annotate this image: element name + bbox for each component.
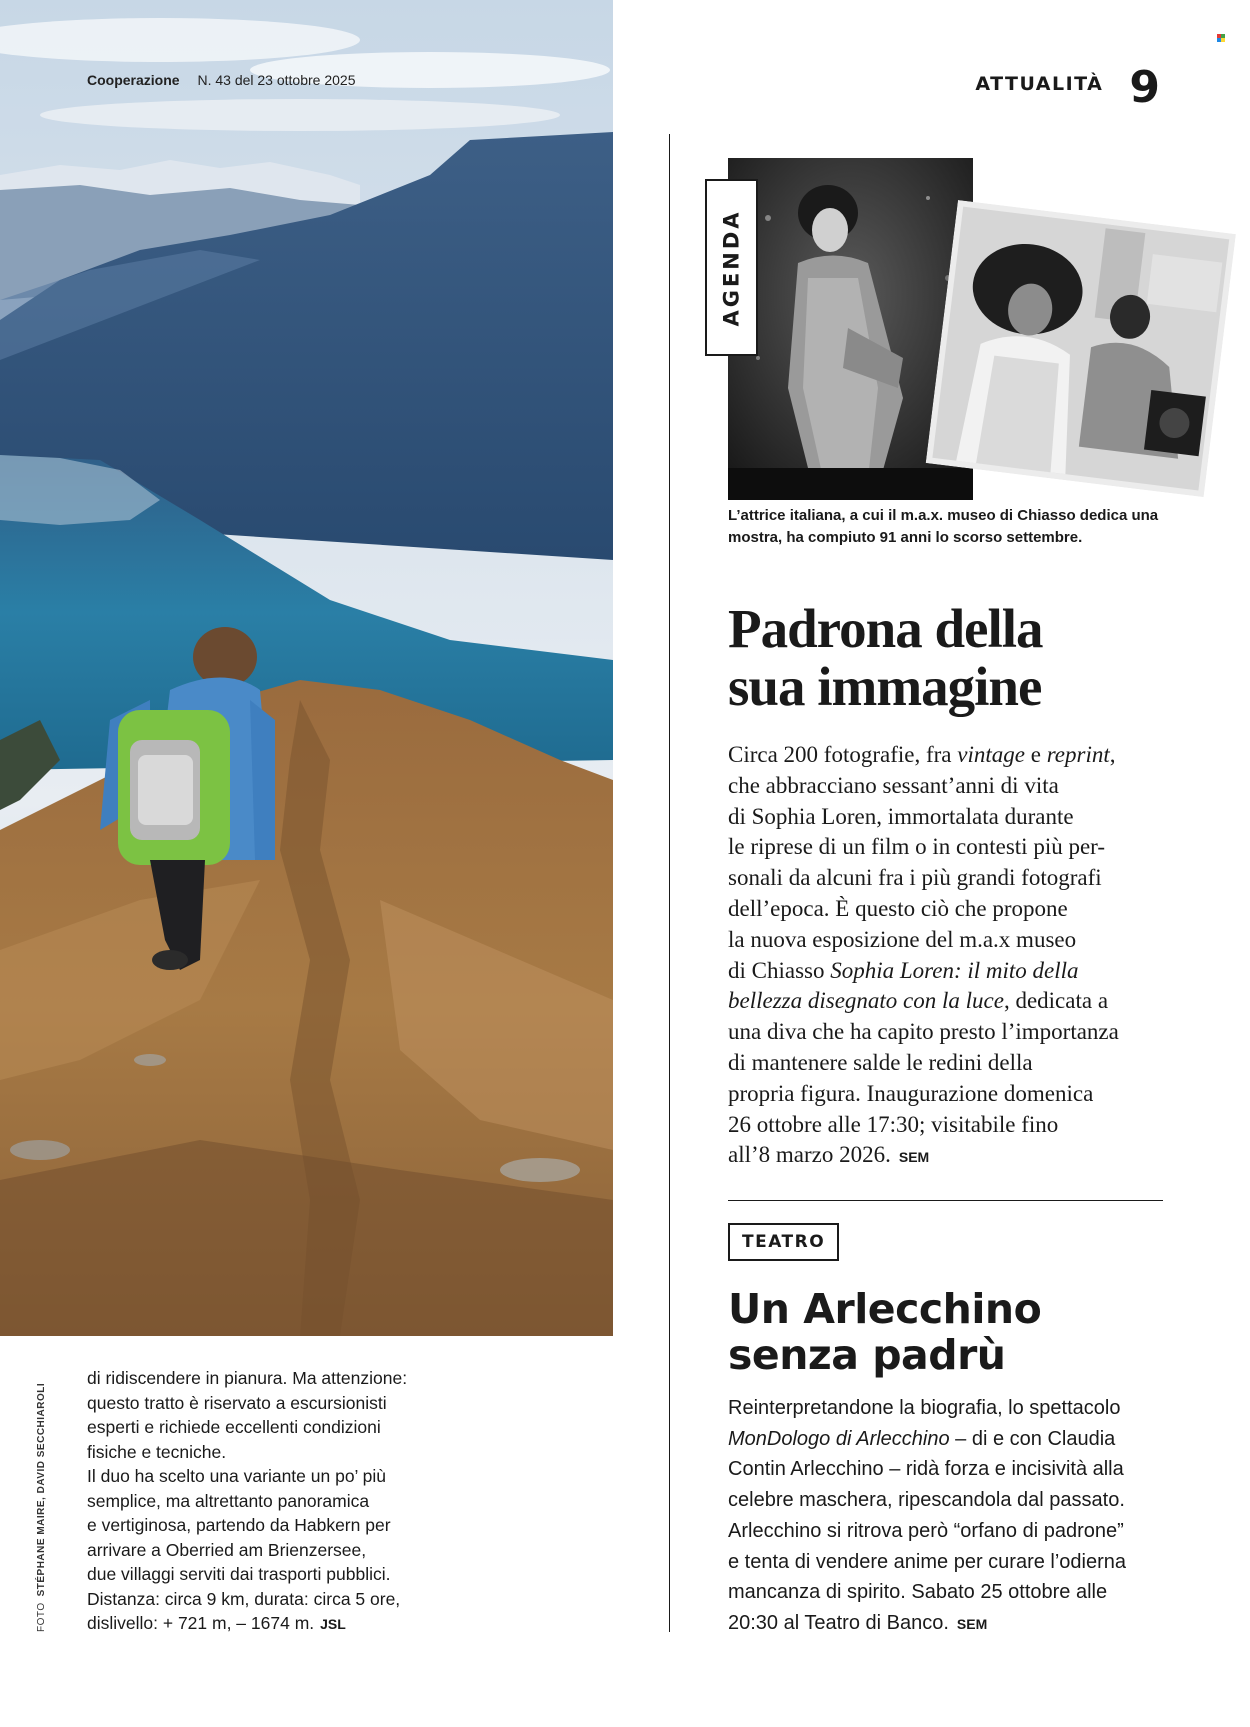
text-line: due villaggi serviti dai trasporti pubblici. [87, 1564, 391, 1584]
teatro-headline [728, 1286, 1041, 1378]
body-line: dell’epoca. È questo ciò che propone [728, 895, 1068, 921]
print-registration-mark [1217, 34, 1225, 42]
text-line: Il duo ha scelto una variante un po’ più [87, 1466, 387, 1486]
body-line: propria figura. Inaugurazione domenica [728, 1080, 1094, 1106]
hike-article-text [87, 1366, 427, 1637]
magazine-header [87, 72, 355, 88]
body-line: mancanza di spirito. Sabato 25 ottobre alle [728, 1581, 1108, 1604]
photo-loren-on-set [926, 200, 1236, 497]
body-line: di Chiasso Sophia Loren: il mito della [728, 957, 1079, 983]
body-line: la nuova esposizione del m.a.x museo [728, 926, 1077, 952]
body-line: all’8 marzo 2026. SEM [728, 1142, 930, 1168]
text-line: esperti e richiede eccellenti condizioni [87, 1417, 381, 1437]
body-line: che abbracciano sessant’anni di vita [728, 772, 1059, 798]
text-line: dislivello: + 721 m, – 1674 m. [87, 1613, 315, 1633]
body-line: una diva che ha capito presto l’importanza [728, 1019, 1119, 1045]
photo-credit-label: FOTO [36, 1602, 47, 1632]
author-signature: SEM [898, 1149, 930, 1166]
text-line: e vertiginosa, partendo da Habkern per [87, 1515, 391, 1535]
agenda-tag-label: AGENDA [719, 208, 744, 327]
body-line: 26 ottobre alle 17:30; visitabile fino [728, 1111, 1059, 1137]
text-line: semplice, ma altrettanto panoramica [87, 1490, 370, 1511]
photo-credit-names: STÉPHANE MAIRE, DAVID SECCHIAROLI [36, 1382, 47, 1597]
author-signature: SEM [956, 1615, 988, 1632]
body-line: e tenta di vendere anime per curare l’odierna [728, 1550, 1127, 1573]
text-line: arrivare a Oberried am Brienzersee, [87, 1539, 367, 1560]
headline-line: Padrona della [728, 598, 1043, 659]
section-name: ATTUALITÀ [975, 73, 1104, 95]
column-divider [669, 134, 670, 1632]
hiking-photo [0, 0, 613, 1336]
body-line: bellezza disegnato con la luce, dedicata a [728, 988, 1109, 1014]
teatro-tag: TEATRO [728, 1223, 839, 1261]
body-line: MonDologo di Arlecchino – di e con Claudia [728, 1427, 1116, 1450]
agenda-headline [728, 600, 1043, 716]
body-line: celebre maschera, ripescandola dal passato. [728, 1489, 1125, 1512]
body-line: 20:30 al Teatro di Banco. SEM [728, 1611, 988, 1634]
headline-line: sua immagine [728, 656, 1042, 717]
section-divider [728, 1200, 1163, 1201]
magazine-name: Cooperazione [87, 72, 180, 88]
text-line: Distanza: circa 9 km, durata: circa 5 ore, [87, 1588, 401, 1609]
headline-line: Un Arlecchino [728, 1285, 1042, 1333]
body-line: sonali da alcuni fra i più grandi fotografi [728, 865, 1102, 891]
agenda-article-body [728, 740, 1168, 1173]
body-line: Contin Arlecchino – ridà forza e incisività alla [728, 1458, 1124, 1481]
photo-credit [36, 1383, 47, 1632]
photo-caption: L’attrice italiana, a cui il m.a.x. museo di Chiasso dedica una mostra, ha compiuto 91 anni lo scorso settembre. [728, 507, 1159, 546]
text-line: questo tratto è riservato a escursionisti [87, 1392, 387, 1413]
issue-info: N. 43 del 23 ottobre 2025 [197, 72, 356, 88]
text-line-last [87, 1611, 427, 1637]
agenda-tag [705, 179, 758, 356]
teatro-article-body [728, 1393, 1168, 1640]
body-line: Circa 200 fotografie, fra vintage e reprint, [728, 742, 1116, 767]
author-signature: JSL [320, 1616, 346, 1632]
section-header [975, 62, 1160, 113]
page-number: 9 [1129, 62, 1160, 113]
text-line: di ridiscendere in pianura. Ma attenzione: [87, 1368, 408, 1388]
body-line: Arlecchino si ritrova però “orfano di padrone” [728, 1519, 1124, 1542]
body-line: Reinterpretandone la biografia, lo spettacolo [728, 1397, 1121, 1419]
body-line: di mantenere salde le redini della [728, 1049, 1033, 1075]
body-line: le riprese di un film o in contesti più per- [728, 834, 1106, 860]
headline-line: senza padrù [728, 1331, 1006, 1379]
text-line: fisiche e tecniche. [87, 1441, 227, 1462]
body-line: di Sophia Loren, immortalata durante [728, 803, 1074, 829]
